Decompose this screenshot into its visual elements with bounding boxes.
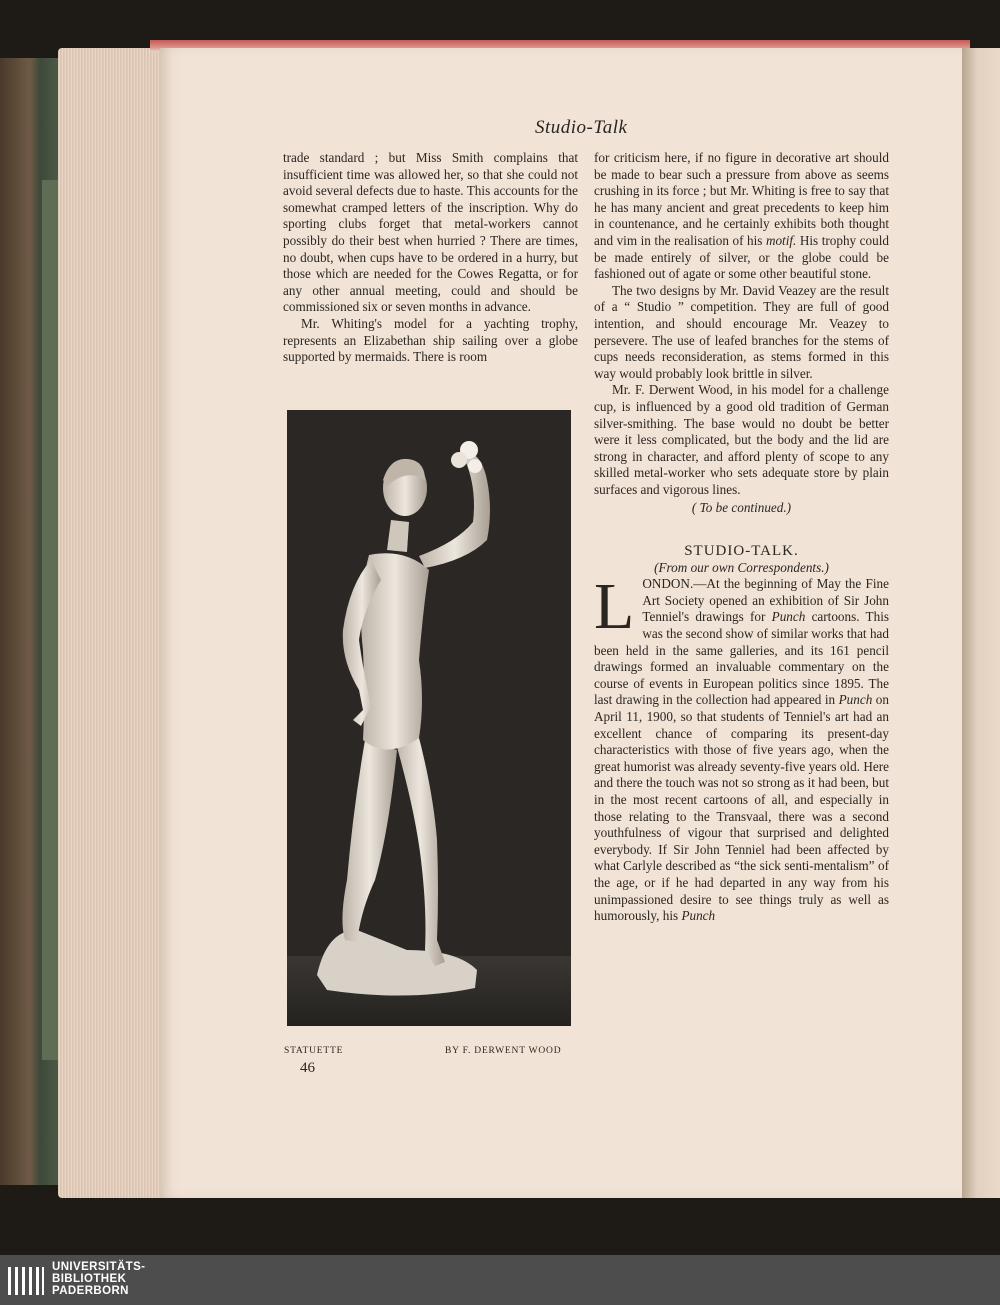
italic-text: Punch — [771, 609, 806, 625]
text-run: on April 11, 1900, so that students of Tenniel's art had an excellent chance of comparing its present-day characteristics with those of five years ago, when the great humorist was already seventy-five years old. Here and there the touch was not so strong as it had been, but in the most recent cartoons of all, and especially in those relating to the Transvaal, there was a second youthfulness of vigour that surprised and delighted everybody. If Sir John Tenniel had been affected by what Carlyle described as “the sick senti-mentalism” of the age, or if he had departed in any way from his unimpassioned desire to see things truly as well as humorously, his — [594, 692, 889, 924]
italic-text: Punch — [681, 908, 716, 924]
left-column — [283, 150, 578, 366]
paragraph — [594, 570, 889, 924]
statuette-figure — [287, 410, 571, 1026]
book-spine — [42, 180, 58, 1060]
paragraph: Mr. Whiting's model for a yachting trophy, represents an Elizabethan ship sailing over a globe supported by mermaids. There is room — [283, 315, 578, 365]
italic-text: Punch — [838, 692, 873, 708]
paragraph: trade standard ; but Miss Smith complains that insufficient time was allowed her, so that she could not avoid several defects due to haste. This accounts for the somewhat cramped letters of the inscription. Why do sporting clubs forget that metal-workers cannot possibly do their best when hurried ? There are times, no doubt, when cups have to be ordered in a hurry, but those which are needed for the Cowes Regatta, or for any other annual meeting, could and should be commissioned six or seven months in advance. — [283, 150, 578, 315]
library-name — [52, 1261, 145, 1297]
italic-text: motif. — [765, 232, 797, 248]
facing-page-edge — [962, 48, 1000, 1198]
text-run: cartoons. This was the second show of similar works that had been held in the same galleries, and its 161 pencil drawings formed an invaluable commentary on the course of events in European politics since 1895. The last drawing in the collection had appeared in — [594, 609, 889, 708]
figure-caption-credit: BY F. DERWENT WOOD — [445, 1046, 562, 1056]
section-heading: STUDIO-TALK. — [684, 543, 799, 560]
right-column — [594, 150, 889, 925]
paragraph: Mr. F. Derwent Wood, in his model for a challenge cup, is influenced by a good old tradition of German silver-smithing. The base would no doubt be better were it less complicated, but the body and the lid are strong in character, and afford plenty of scope to any skilled metal-worker who sets adequate store by plain surfaces and vigorous lines. — [594, 382, 889, 497]
section-subheading: (From our own Correspondents.) — [654, 559, 829, 575]
library-logo-icon — [6, 1263, 46, 1299]
library-footer — [0, 1255, 1000, 1305]
drop-cap: L — [594, 570, 635, 644]
paragraph — [594, 150, 889, 283]
library-name-line: PADERBORN — [52, 1285, 129, 1297]
library-name-line: BIBLIOTHEK — [52, 1273, 127, 1285]
to-be-continued: ( To be continued.) — [691, 500, 792, 516]
text-run: ONDON.—At the beginning of May the Fine Art Society opened an exhibition of Sir John Tenniel's drawings for — [642, 576, 889, 625]
text-run: His trophy could be made entirely of silver, or the globe could be fashioned out of agate or some other beautiful stone. — [594, 232, 889, 282]
library-name-line: UNIVERSITÄTS- — [52, 1261, 146, 1273]
statuette-photograph — [287, 410, 571, 1026]
paragraph: The two designs by Mr. David Veazey are the result of a “ Studio ” competition. They are full of good intention, and should encourage Mr. Veazey to persevere. The use of leafed branches for the stems of cups needs reconsideration, as stems formed in this way would probably look brittle in silver. — [594, 282, 889, 381]
page-number: 46 — [300, 1060, 315, 1076]
running-head: Studio-Talk — [535, 117, 628, 138]
text-run: for criticism here, if no figure in decorative art should be made to bear such a pressure from above as seems crushing in its force ; but Mr. Whiting is free to say that he has many ancient and great precedents to keep him in countenance, and he certainly exhibits both thought and vim in the realisation of his — [594, 150, 889, 248]
figure-caption-title: STATUETTE — [284, 1046, 344, 1056]
page-edges — [58, 48, 162, 1198]
